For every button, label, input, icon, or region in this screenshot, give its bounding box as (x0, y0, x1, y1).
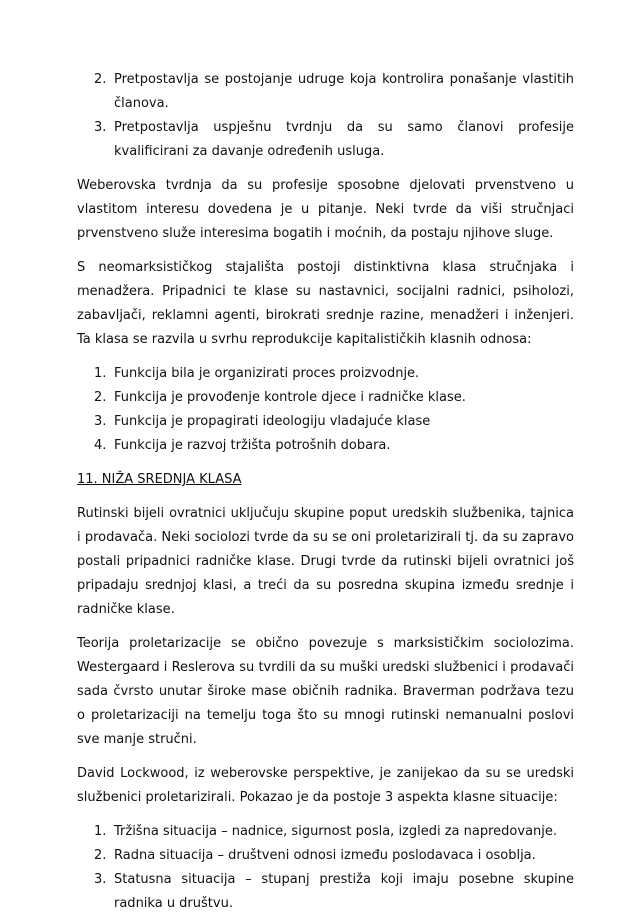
list-text: Pretpostavlja se postojanje udruge koja kontrolira ponašanje vlastitih članova. (114, 72, 574, 111)
list-item (77, 844, 574, 868)
list-item (77, 410, 574, 434)
list-item (77, 386, 574, 410)
list-text: Funkcija je propagirati ideologiju vladajuće klase (114, 414, 431, 429)
list-text: Funkcija je razvoj tržišta potrošnih dobara. (114, 438, 391, 453)
paragraph-white-collar: Rutinski bijeli ovratnici uključuju skupine poput uredskih službenika, tajnica i prodavača. Neki sociolozi tvrde da su se oni proletarizirali tj. da su zapravo postali pripadnici radničke klase. Drugi tvrde da rutinski bijeli ovratnici još pripadaju srednjoj klasi, a treći da su posredna skupina između srednje i radničke klase. (77, 506, 574, 617)
list-number: 2. (94, 390, 107, 405)
list-item (77, 434, 574, 458)
paragraph-proletarization: Teorija proletarizacije se obično povezuje s marksističkim sociolozima. Westergaard i Reslerova su tvrdili da su muški uredski službenici i prodavači sada čvrsto unutar široke mase običnih radnika. Braverman podržava tezu o proletarizaciji na temelju toga što su mnogi rutinski nemanualni poslovi sve manje stručni. (77, 636, 574, 747)
functions-list (77, 362, 574, 458)
list-item (77, 68, 574, 116)
list-number: 3. (94, 120, 107, 135)
list-number: 3. (94, 872, 107, 887)
list-text: Funkcija bila je organizirati proces proizvodnje. (114, 366, 420, 381)
list-number: 2. (94, 848, 107, 863)
list-text: Funkcija je provođenje kontrole djece i radničke klase. (114, 390, 466, 405)
list-number: 3. (94, 414, 107, 429)
paragraph-neomarxist-view: S neomarksističkog stajališta postoji distinktivna klasa stručnjaka i menadžera. Pripadnici te klase su nastavnici, socijalni radnici, psiholozi, zabavljači, reklamni agenti, birokrati srednje razine, menadžeri i inženjeri. Ta klasa se razvila u svrhu reprodukcije kapitalističkih klasnih odnosa: (77, 260, 574, 347)
list-number: 2. (94, 72, 107, 87)
section-heading: 11. NIŽA SREDNJA KLASA (77, 472, 242, 487)
list-text: Statusna situacija – stupanj prestiža koji imaju posebne skupine radnika u društvu. (114, 872, 574, 911)
list-number: 1. (94, 366, 107, 381)
list-number: 1. (94, 824, 107, 839)
list-text: Radna situacija – društveni odnosi između poslodavaca i osoblja. (114, 848, 536, 863)
list-text: Pretpostavlja uspješnu tvrdnju da su samo članovi profesije kvalificirani za davanje određenih usluga. (114, 120, 574, 159)
list-item (77, 868, 574, 916)
list-item (77, 116, 574, 164)
paragraph-lockwood: David Lockwood, iz weberovske perspektive, je zanijekao da su se uredski službenici proletarizirali. Pokazao je da postoje 3 aspekta klasne situacije: (77, 766, 574, 805)
criteria-list-continued (77, 68, 574, 164)
list-item (77, 362, 574, 386)
list-text: Tržišna situacija – nadnice, sigurnost posla, izgledi za napredovanje. (114, 824, 558, 839)
list-number: 4. (94, 438, 107, 453)
class-situation-list (77, 820, 574, 916)
list-item (77, 820, 574, 844)
paragraph-weberian-claim: Weberovska tvrdnja da su profesije sposobne djelovati prvenstveno u vlastitom interesu dovedena je u pitanje. Neki tvrde da viši stručnjaci prvenstveno služe interesima bogatih i moćnih, da postaju njihove sluge. (77, 178, 574, 241)
